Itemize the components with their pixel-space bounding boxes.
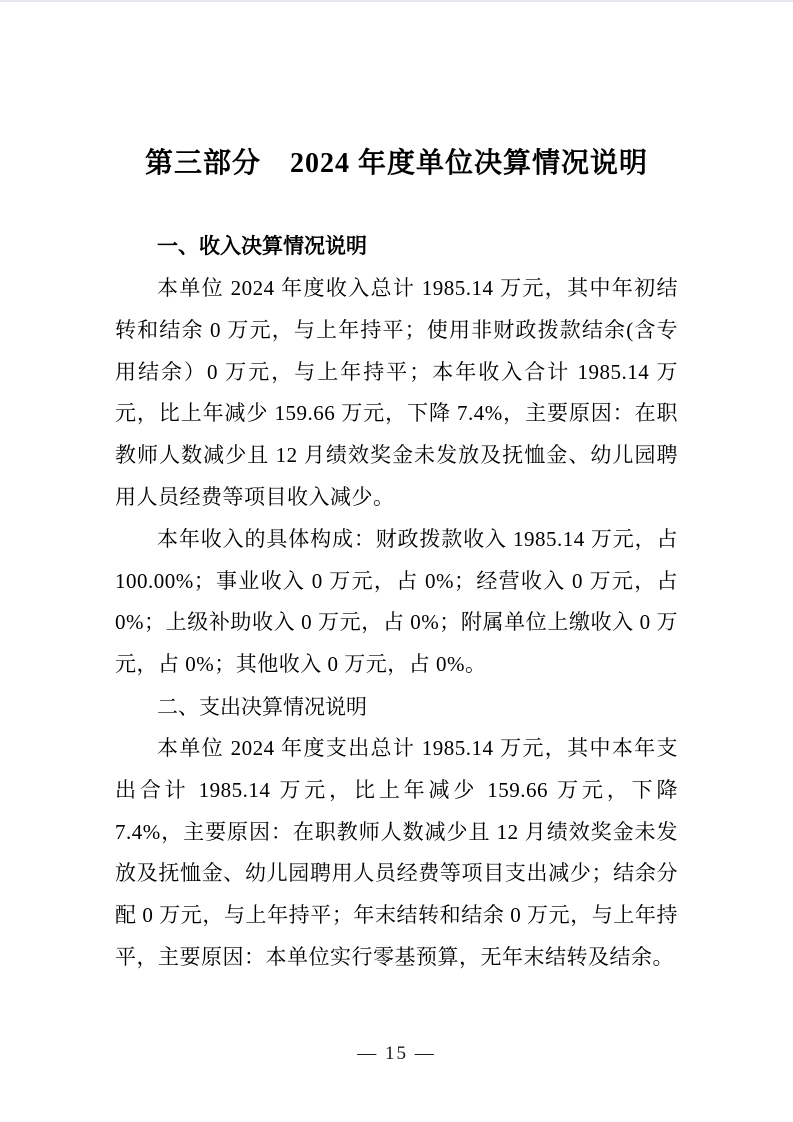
income-composition-paragraph: 本年收入的具体构成：财政拨款收入 1985.14 万元，占 100.00%；事业收入 0 万元，占 0%；经营收入 0 万元，占 0%；上级补助收入 0 万元，占 0%；附属单位上缴收入 0 万元，占 0%；其他收入 0 万元，占 0%。 [115,526,678,677]
page-title: 第三部分 2024 年度单位决算情况说明 [144,148,648,179]
page-number: — 15 — [357,1043,436,1064]
section-income-heading: 一、收入决算情况说明 [157,235,367,258]
expenditure-total-paragraph: 本单位 2024 年度支出总计 1985.14 万元，其中本年支出合计 1985.14 万元，比上年减少 159.66 万元，下降 7.4%，主要原因：在职教师人数减少且 12 月绩效奖金未发放及抚恤金、幼儿园聘用人员经费等项目支出减少；结余分配 0 万元，与上年持平；年末结转和结余 0 万元，与上年持平，主要原因：本单位实行零基预算，无年末结转及结余。 [115,735,678,969]
section-expenditure-heading: 二、支出决算情况说明 [157,694,367,719]
income-total-paragraph: 本单位 2024 年度收入总计 1985.14 万元，其中年初结转和结余 0 万元，与上年持平；使用非财政拨款结余(含专用结余）0 万元，与上年持平；本年收入合计 1985.14 万元，比上年减少 159.66 万元，下降 7.4%，主要原因：在职教师人数减少且 12 月绩效奖金未发放及抚恤金、幼儿园聘用人员经费等项目收入减少。 [115,276,678,509]
document-content [115,2,678,979]
